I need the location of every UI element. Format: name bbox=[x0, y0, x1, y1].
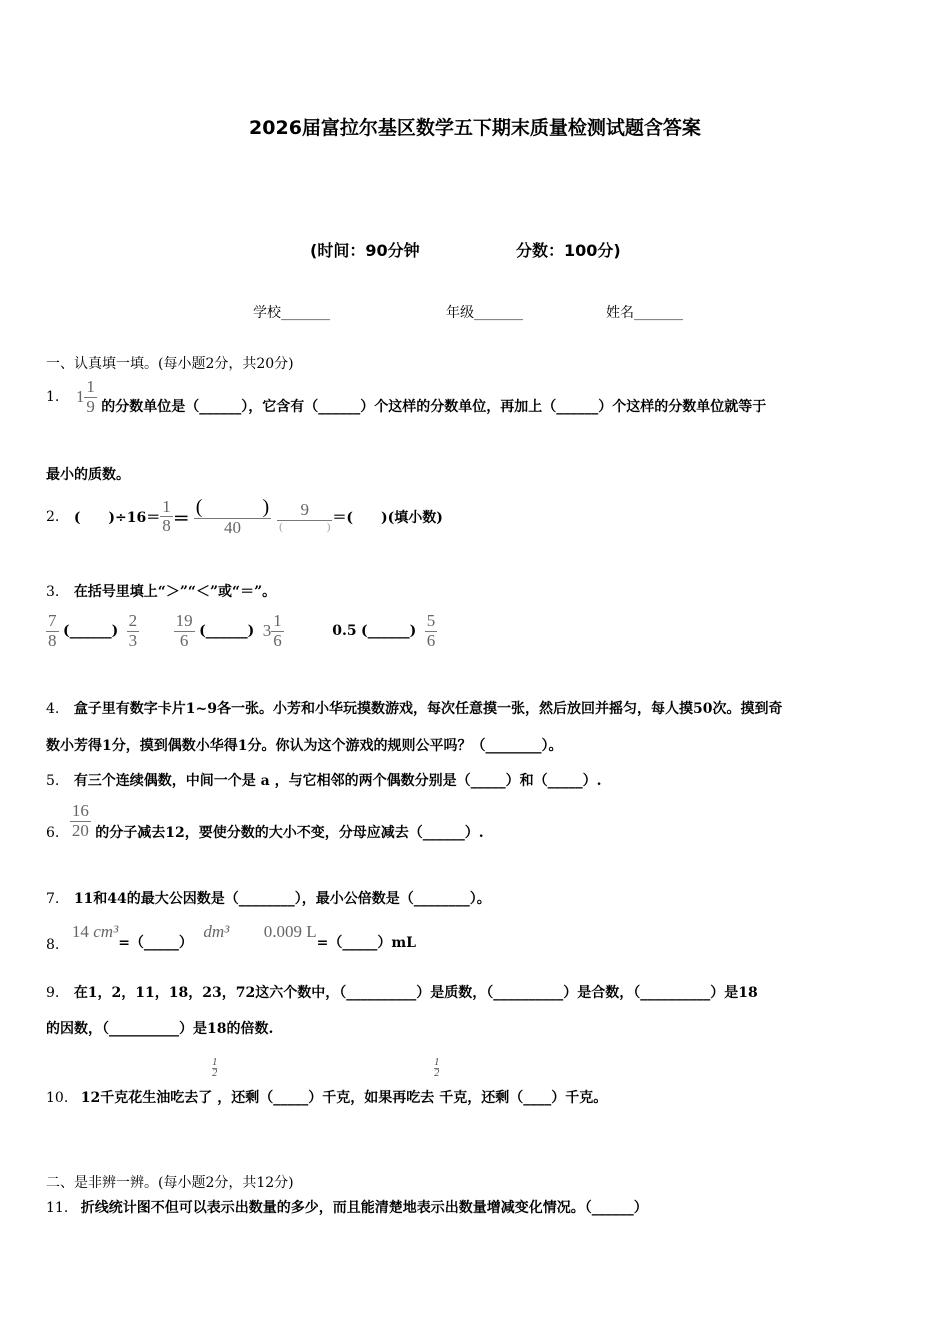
question-text: 的分子减去12，要使分数的大小不变，分母应减去（______）. bbox=[95, 825, 484, 842]
fraction-numerator: 1 bbox=[273, 611, 282, 630]
question-text: 在1，2，11，18，23，72这六个数中，（__________）是质数，（__________）是合数，（__________）是18 bbox=[73, 985, 758, 1001]
question-8 bbox=[46, 922, 416, 953]
fraction-16-20 bbox=[70, 802, 91, 840]
fraction-1-6 bbox=[271, 612, 284, 650]
question-10 bbox=[46, 1058, 607, 1107]
fraction-numerator: 2 bbox=[128, 611, 138, 630]
fraction-denominator: 40 bbox=[223, 518, 241, 537]
fraction-2-3 bbox=[127, 612, 140, 650]
question-4 bbox=[46, 698, 783, 718]
fraction-denominator: 3 bbox=[128, 630, 138, 650]
time-label: (时间：90分钟 bbox=[310, 241, 420, 260]
question-text: 的分数单位是（______），它含有（______）个这样的分数单位，再加上（______）个这样的分数单位就等于 bbox=[101, 399, 767, 416]
question-text-b: ，还剩（_____）千克，如果再吃去 bbox=[217, 1090, 435, 1106]
question-text-c: 千克，还剩（____）千克。 bbox=[439, 1090, 608, 1106]
mixed-whole: 3 bbox=[262, 621, 272, 641]
fraction-one-half bbox=[212, 1058, 217, 1079]
answer-blank[interactable]: (______) bbox=[199, 623, 255, 640]
question-number: 3. bbox=[46, 584, 60, 600]
answer-blank[interactable]: (______) bbox=[62, 623, 119, 640]
volume-liters: 0.009 L bbox=[263, 922, 317, 941]
school-field: 学校_______ bbox=[253, 305, 330, 321]
name-field: 姓名_______ bbox=[606, 305, 683, 321]
question-text: 盒子里有数字卡片1~9各一张。小芳和小华玩摸数游戏，每次任意摸一张，然后放回并摇匀，每人摸50次。摸到奇 bbox=[73, 701, 783, 717]
question-4-continued: 数小芳得1分，摸到偶数小华得1分。你认为这个游戏的规则公平吗？（________）。 bbox=[46, 738, 563, 754]
question-number: 1. bbox=[46, 389, 60, 406]
question-1-continued: 最小的质数。 bbox=[46, 467, 130, 483]
fraction-numerator: 16 bbox=[71, 801, 89, 820]
question-1 bbox=[46, 378, 766, 416]
fraction-denominator: 2 bbox=[434, 1068, 440, 1079]
equals-blank-ml: =（_____）mL bbox=[316, 935, 416, 951]
question-text: 11和44的最大公因数是（________），最小公倍数是（________）。 bbox=[73, 891, 491, 907]
question-9 bbox=[46, 982, 758, 1002]
question-text-b: ＝( )(填小数) bbox=[332, 509, 443, 526]
fraction-19-6 bbox=[174, 612, 195, 650]
question-5 bbox=[46, 770, 602, 790]
question-number: 4. bbox=[46, 701, 60, 717]
question-number: 2. bbox=[46, 508, 60, 525]
fraction-denominator: 6 bbox=[179, 630, 189, 650]
fraction-denominator: 6 bbox=[273, 630, 282, 650]
fraction-denominator: 2 bbox=[212, 1068, 218, 1079]
fraction-denominator: ( ) bbox=[279, 520, 331, 533]
fraction-numerator: 5 bbox=[426, 611, 436, 630]
question-3 bbox=[46, 581, 276, 601]
equals-blank: =（_____） bbox=[118, 935, 193, 951]
fraction-one-eighth bbox=[160, 498, 173, 536]
fraction-numerator: 1 bbox=[212, 1057, 218, 1068]
question-9-continued: 的因数，（__________）是18的倍数. bbox=[46, 1021, 274, 1037]
fraction-7-8 bbox=[46, 612, 59, 650]
fraction-one-half bbox=[434, 1058, 439, 1079]
fraction-denominator: 8 bbox=[162, 516, 171, 536]
question-text: 有三个连续偶数，中间一个是 a ，与它相邻的两个偶数分别是（_____）和（_____）. bbox=[73, 773, 602, 789]
question-text: 折线统计图不但可以表示出数量的多少，而且能清楚地表示出数量增减变化情况。（______） bbox=[80, 1200, 648, 1216]
fraction-denominator: 6 bbox=[426, 630, 436, 650]
mixed-fraction bbox=[84, 378, 97, 416]
fraction-numerator: 19 bbox=[175, 611, 193, 630]
fraction-blank-over-40 bbox=[194, 496, 271, 538]
fraction-numerator: 1 bbox=[86, 377, 95, 396]
question-7 bbox=[46, 888, 491, 908]
fraction-numerator: 7 bbox=[48, 611, 57, 630]
question-text-a: 12千克花生油吃去了 bbox=[80, 1090, 213, 1106]
fraction-denominator: 9 bbox=[86, 396, 95, 416]
fraction-denominator: 20 bbox=[71, 820, 89, 840]
question-text: 在括号里填上“＞”“＜”或“＝”。 bbox=[73, 584, 277, 600]
decimal-value: 0.5 bbox=[332, 623, 357, 640]
question-number: 6. bbox=[46, 825, 60, 842]
fraction-5-6 bbox=[425, 612, 438, 650]
equals-sign: ＝ bbox=[172, 509, 190, 530]
answer-blank[interactable]: (______) bbox=[361, 623, 417, 640]
page-title: 2026届富拉尔基区数学五下期末质量检测试题含答案 bbox=[249, 117, 701, 139]
volume-value: 14 bbox=[71, 922, 89, 941]
fraction-numerator: ( ) bbox=[195, 496, 270, 518]
question-text-a: ( )÷16＝ bbox=[73, 509, 161, 526]
unit-dm3: dm³ bbox=[203, 922, 230, 941]
fraction-9-over-blank bbox=[277, 501, 332, 533]
question-11 bbox=[46, 1197, 648, 1217]
grade-field: 年级_______ bbox=[446, 305, 523, 321]
section-2-heading: 二、是非辨一辨。(每小题2分，共12分) bbox=[46, 1175, 294, 1191]
mixed-whole: 1 bbox=[75, 387, 85, 407]
fraction-numerator: 9 bbox=[277, 501, 332, 521]
question-number: 9. bbox=[46, 985, 60, 1001]
section-1-heading: 一、认真填一填。(每小题2分，共20分) bbox=[46, 356, 294, 372]
fraction-denominator: 8 bbox=[48, 630, 57, 650]
question-3-comparisons bbox=[46, 612, 437, 650]
question-6 bbox=[46, 802, 484, 842]
question-number: 10. bbox=[46, 1090, 69, 1106]
question-number: 11. bbox=[46, 1200, 69, 1216]
unit-cm3: cm³ bbox=[93, 922, 119, 941]
question-number: 7. bbox=[46, 891, 60, 907]
question-number: 8. bbox=[46, 937, 60, 953]
question-2 bbox=[46, 496, 443, 538]
score-label: 分数：100分) bbox=[516, 241, 621, 260]
fraction-numerator: 1 bbox=[434, 1057, 440, 1068]
question-number: 5. bbox=[46, 773, 60, 789]
fraction-numerator: 1 bbox=[162, 496, 171, 516]
